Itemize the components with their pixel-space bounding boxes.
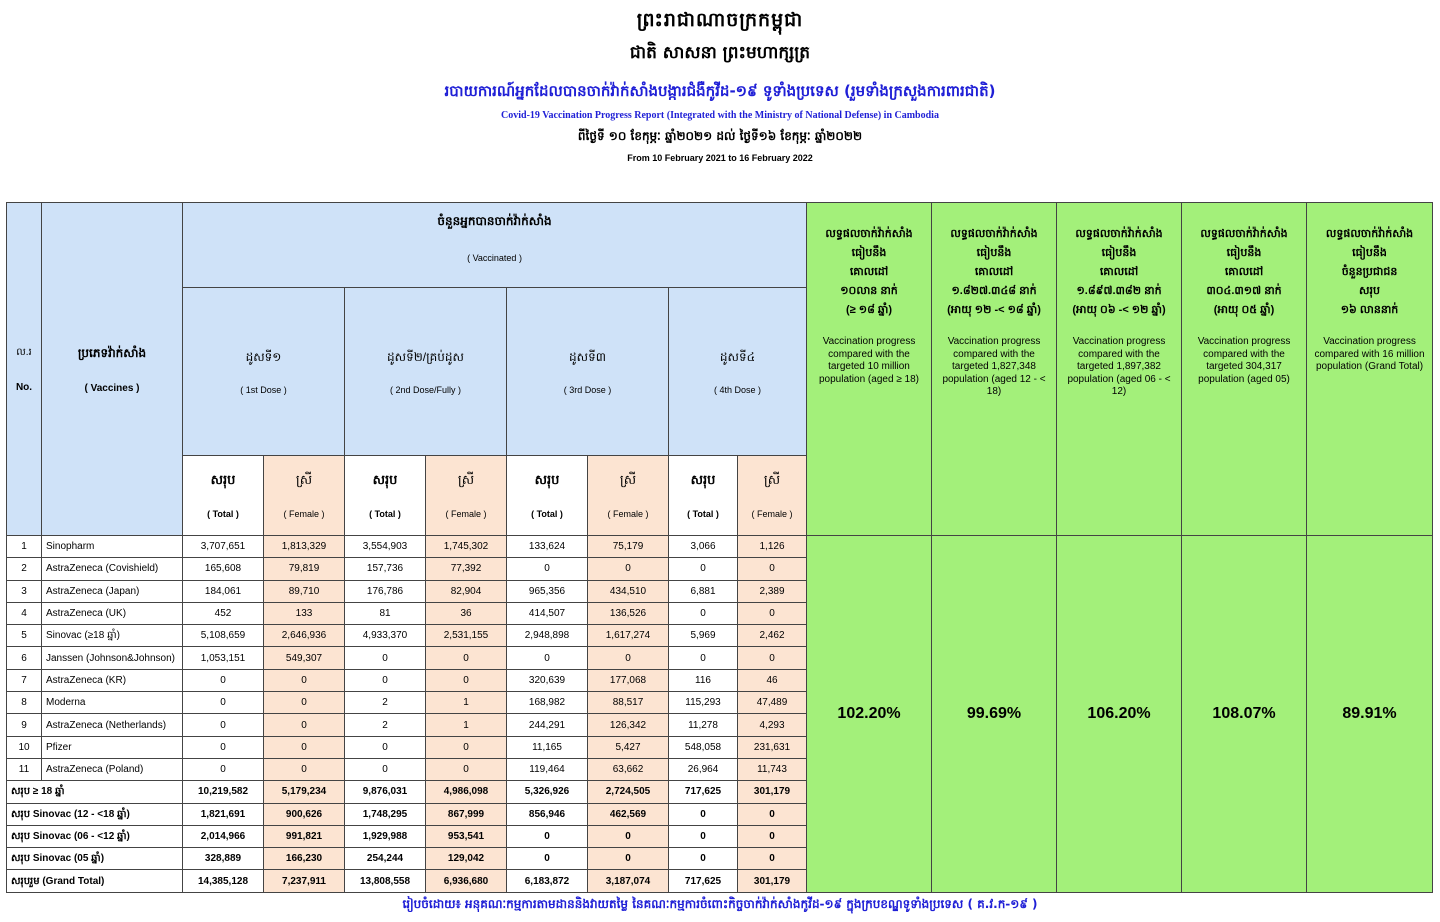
- female-count: 1: [426, 692, 507, 714]
- vaccine-name: Sinovac (≥18 ឆ្នាំ): [42, 625, 183, 647]
- vaccine-name: Pfizer: [42, 736, 183, 758]
- progress-en-4: Vaccination progress compared with 16 million population (Grand Total): [1314, 336, 1425, 372]
- summary-label: សរុប ≥ 18 ឆ្នាំ: [7, 781, 183, 803]
- row-number: 2: [7, 558, 42, 580]
- female-count: 133: [264, 602, 345, 624]
- female-count: 0: [426, 647, 507, 669]
- col-total: សរុប ( Total ): [345, 456, 426, 536]
- total-count: 0: [669, 825, 738, 847]
- vaccine-name: AstraZeneca (Poland): [42, 758, 183, 780]
- female-count: 126,342: [588, 714, 669, 736]
- female-count: 0: [588, 558, 669, 580]
- total-count: 0: [507, 848, 588, 870]
- total-count: 116: [669, 669, 738, 691]
- total-count: 133,624: [507, 536, 588, 558]
- dose-2-english: ( 2nd Dose/Fully ): [389, 384, 462, 395]
- total-count: 26,964: [669, 758, 738, 780]
- row-number: 9: [7, 714, 42, 736]
- female-count: 0: [264, 758, 345, 780]
- progress-header-adults: [807, 203, 932, 536]
- total-count: 11,165: [507, 736, 588, 758]
- total-count: 5,326,926: [507, 781, 588, 803]
- female-count: 47,489: [738, 692, 807, 714]
- total-count: 320,639: [507, 669, 588, 691]
- col-vaccine-khmer: ប្រភេទវ៉ាក់សាំង: [77, 345, 147, 360]
- female-count: 0: [738, 825, 807, 847]
- total-count: 0: [669, 647, 738, 669]
- female-count: 1: [426, 714, 507, 736]
- dose-1-english: ( 1st Dose ): [240, 384, 287, 395]
- female-count: 0: [738, 558, 807, 580]
- progress-km-2-1: ធៀបនឹង: [1101, 247, 1137, 259]
- female-count: 1,126: [738, 536, 807, 558]
- summary-label: សរុប Sinovac (05 ឆ្នាំ): [7, 848, 183, 870]
- female-count: 231,631: [738, 736, 807, 758]
- vaccine-name: AstraZeneca (UK): [42, 602, 183, 624]
- total-count: 0: [507, 647, 588, 669]
- female-count: 0: [738, 848, 807, 870]
- total-count: 244,291: [507, 714, 588, 736]
- progress-en-3: Vaccination progress compared with the targeted 304,317 population (aged 05): [1197, 336, 1291, 385]
- female-count: 2,389: [738, 580, 807, 602]
- total-count: 4,933,370: [345, 625, 426, 647]
- dose-2-header: [345, 288, 507, 456]
- female-count: 2,462: [738, 625, 807, 647]
- female-count: 0: [738, 647, 807, 669]
- female-count: 2,531,155: [426, 625, 507, 647]
- dose-1-khmer: ដូសទី១: [245, 349, 282, 364]
- total-count: 115,293: [669, 692, 738, 714]
- female-count: 0: [264, 736, 345, 758]
- report-title-english: Covid-19 Vaccination Progress Report (Integrated with the Ministry of National Defense) in Cambodia: [501, 110, 939, 121]
- table-body: [7, 536, 1433, 893]
- total-count: 176,786: [345, 580, 426, 602]
- progress-km-0-3: ១០លាន នាក់: [840, 285, 898, 297]
- female-count: 867,999: [426, 803, 507, 825]
- progress-km-2-2: គោលដៅ: [1099, 266, 1139, 278]
- row-number: 8: [7, 692, 42, 714]
- progress-km-4-4: ១៦ លាននាក់: [1340, 304, 1399, 316]
- total-count: 119,464: [507, 758, 588, 780]
- table-row: [7, 536, 1433, 558]
- female-count: 4,986,098: [426, 781, 507, 803]
- progress-km-2-4: (អាយុ ០៦ -< ១២ ឆ្នាំ): [1072, 304, 1166, 316]
- female-count: 900,626: [264, 803, 345, 825]
- vaccine-name: Moderna: [42, 692, 183, 714]
- female-count: 129,042: [426, 848, 507, 870]
- vaccine-name: AstraZeneca (Netherlands): [42, 714, 183, 736]
- progress-km-3-0: លទ្ធផលចាក់វ៉ាក់សាំង: [1200, 228, 1288, 240]
- col-header-no: [7, 203, 42, 536]
- total-count: 0: [183, 714, 264, 736]
- vaccinated-english: ( Vaccinated ): [467, 253, 522, 263]
- total-count: 0: [669, 602, 738, 624]
- progress-km-4-2: ចំនួនប្រជាជន: [1341, 266, 1398, 278]
- dose-1-header: [183, 288, 345, 456]
- female-count: 79,819: [264, 558, 345, 580]
- prepared-by-footer: រៀបចំដោយ៖ អនុគណៈកម្មការតាមដាននិងវាយតម្លៃ នៃគណៈកម្មការចំពោះកិច្ចចាក់វ៉ាក់សាំងកូវីដ-១៩ ក្នុងក្របខណ្ឌទូទាំងប្រទេស ( គ.វ.ក-១៩ ): [402, 897, 1038, 911]
- female-count: 1,813,329: [264, 536, 345, 558]
- progress-km-1-2: គោលដៅ: [974, 266, 1014, 278]
- total-count: 1,929,988: [345, 825, 426, 847]
- total-count: 2: [345, 714, 426, 736]
- female-count: 46: [738, 669, 807, 691]
- vaccination-report-table: [6, 202, 1433, 893]
- report-title-khmer: របាយការណ៍អ្នកដែលបានចាក់វ៉ាក់សាំងបង្ការជំងឺកូវីដ-១៩ ទូទាំងប្រទេស (រួមទាំងក្រសួងការពារជាតិ): [444, 82, 996, 100]
- total-count: 0: [507, 558, 588, 580]
- progress-km-4-0: លទ្ធផលចាក់វ៉ាក់សាំង: [1325, 228, 1414, 240]
- col-header-vaccines: [42, 203, 183, 536]
- dose-2-khmer: ដូសទី២/គ្រប់ដូស: [387, 349, 464, 364]
- progress-km-4-1: ធៀបនឹង: [1352, 247, 1387, 259]
- female-count: 36: [426, 602, 507, 624]
- progress-percentage: 99.69%: [932, 536, 1057, 893]
- female-count: 953,541: [426, 825, 507, 847]
- progress-header-12-18: [932, 203, 1057, 536]
- total-count: 10,219,582: [183, 781, 264, 803]
- female-count: 75,179: [588, 536, 669, 558]
- row-number: 4: [7, 602, 42, 624]
- total-count: 452: [183, 602, 264, 624]
- total-count: 0: [183, 758, 264, 780]
- female-count: 1,745,302: [426, 536, 507, 558]
- total-count: 165,608: [183, 558, 264, 580]
- total-count: 0: [345, 647, 426, 669]
- progress-km-3-4: (អាយុ ០៥ ឆ្នាំ): [1213, 304, 1275, 316]
- total-count: 328,889: [183, 848, 264, 870]
- col-no-english: No.: [15, 382, 33, 393]
- total-count: 414,507: [507, 602, 588, 624]
- col-total: សរុប ( Total ): [669, 456, 738, 536]
- total-count: 5,969: [669, 625, 738, 647]
- col-female: ស្រី ( Female ): [264, 456, 345, 536]
- female-count: 89,710: [264, 580, 345, 602]
- total-count: 0: [669, 803, 738, 825]
- total-count: 548,058: [669, 736, 738, 758]
- total-count: 1,748,295: [345, 803, 426, 825]
- row-number: 1: [7, 536, 42, 558]
- col-vaccine-english: ( Vaccines ): [84, 382, 140, 394]
- date-range-english: From 10 February 2021 to 16 February 2022: [627, 153, 813, 163]
- progress-header-grand-total: [1307, 203, 1433, 536]
- female-count: 4,293: [738, 714, 807, 736]
- vaccine-name: Sinopharm: [42, 536, 183, 558]
- female-count: 3,187,074: [588, 870, 669, 892]
- female-count: 0: [588, 825, 669, 847]
- total-count: 0: [669, 558, 738, 580]
- progress-km-2-0: លទ្ធផលចាក់វ៉ាក់សាំង: [1075, 228, 1163, 240]
- total-count: 2,948,898: [507, 625, 588, 647]
- female-count: 0: [426, 758, 507, 780]
- progress-header-06-12: [1057, 203, 1182, 536]
- female-count: 82,904: [426, 580, 507, 602]
- total-count: 6,183,872: [507, 870, 588, 892]
- female-count: 0: [588, 647, 669, 669]
- female-count: 1,617,274: [588, 625, 669, 647]
- dose-3-english: ( 3rd Dose ): [563, 384, 612, 395]
- progress-percentage: 89.91%: [1307, 536, 1433, 893]
- female-count: 2,724,505: [588, 781, 669, 803]
- total-count: 0: [345, 758, 426, 780]
- dose-3-khmer: ដូសទី៣: [569, 349, 606, 364]
- female-count: 434,510: [588, 580, 669, 602]
- summary-label: សរុបរួម (Grand Total): [7, 870, 183, 892]
- female-count: 301,179: [738, 870, 807, 892]
- total-count: 5,108,659: [183, 625, 264, 647]
- row-number: 6: [7, 647, 42, 669]
- female-count: 177,068: [588, 669, 669, 691]
- female-count: 462,569: [588, 803, 669, 825]
- female-count: 0: [426, 736, 507, 758]
- total-count: 3,707,651: [183, 536, 264, 558]
- female-count: 0: [426, 669, 507, 691]
- vaccine-name: AstraZeneca (Covishield): [42, 558, 183, 580]
- total-count: 11,278: [669, 714, 738, 736]
- female-count: 77,392: [426, 558, 507, 580]
- progress-km-1-3: ១.៨២៧.៣៤៨ នាក់: [951, 285, 1037, 297]
- progress-km-1-4: (អាយុ ១២ -< ១៨ ឆ្នាំ): [947, 304, 1041, 316]
- female-count: 301,179: [738, 781, 807, 803]
- vaccinated-khmer: ចំនួនអ្នកបានចាក់វ៉ាក់សាំង: [437, 214, 552, 228]
- total-count: 13,808,558: [345, 870, 426, 892]
- col-female: ស្រី ( Female ): [588, 456, 669, 536]
- col-female: ស្រី ( Female ): [426, 456, 507, 536]
- progress-km-3-3: ៣០៤.៣១៧ នាក់: [1206, 285, 1282, 297]
- female-count: 0: [588, 848, 669, 870]
- dose-3-header: [507, 288, 669, 456]
- total-count: 0: [345, 736, 426, 758]
- total-count: 2: [345, 692, 426, 714]
- total-count: 965,356: [507, 580, 588, 602]
- progress-km-0-2: គោលដៅ: [849, 266, 889, 278]
- female-count: 0: [738, 602, 807, 624]
- progress-en-2: Vaccination progress compared with the targeted 1,897,382 population (aged 06 - < 12): [1067, 336, 1171, 397]
- female-count: 2,646,936: [264, 625, 345, 647]
- dose-4-khmer: ដូសទី៤: [719, 349, 756, 364]
- female-count: 549,307: [264, 647, 345, 669]
- row-number: 5: [7, 625, 42, 647]
- progress-km-3-1: ធៀបនឹង: [1226, 247, 1262, 259]
- col-no-khmer: ល.រ: [16, 347, 32, 358]
- row-number: 10: [7, 736, 42, 758]
- female-count: 6,936,680: [426, 870, 507, 892]
- col-header-vaccinated: [183, 203, 807, 288]
- progress-km-2-3: ១.៨៩៧.៣៨២ នាក់: [1076, 285, 1162, 297]
- female-count: 5,179,234: [264, 781, 345, 803]
- total-count: 184,061: [183, 580, 264, 602]
- female-count: 11,743: [738, 758, 807, 780]
- progress-en-0: Vaccination progress compared with the targeted 10 million population (aged ≥ 18): [819, 336, 920, 385]
- total-count: 717,625: [669, 781, 738, 803]
- summary-label: សរុប Sinovac (06 - <12 ឆ្នាំ): [7, 825, 183, 847]
- total-count: 1,821,691: [183, 803, 264, 825]
- total-count: 0: [183, 736, 264, 758]
- dose-4-english: ( 4th Dose ): [713, 384, 762, 395]
- progress-en-1: Vaccination progress compared with the targeted 1,827,348 population (aged 12 - < 18): [942, 336, 1046, 397]
- female-count: 5,427: [588, 736, 669, 758]
- col-female: ស្រី ( Female ): [738, 456, 807, 536]
- progress-percentage: 106.20%: [1057, 536, 1182, 893]
- female-count: 88,517: [588, 692, 669, 714]
- progress-km-1-1: ធៀបនឹង: [976, 247, 1012, 259]
- female-count: 0: [738, 803, 807, 825]
- summary-label: សរុប Sinovac (12 - <18 ឆ្នាំ): [7, 803, 183, 825]
- total-count: 6,881: [669, 580, 738, 602]
- progress-km-3-2: គោលដៅ: [1224, 266, 1264, 278]
- total-count: 0: [183, 669, 264, 691]
- col-total: សរុប ( Total ): [507, 456, 588, 536]
- total-count: 14,385,128: [183, 870, 264, 892]
- total-count: 3,066: [669, 536, 738, 558]
- progress-km-0-4: (≥ ១៨ ឆ្នាំ): [845, 304, 893, 316]
- total-count: 254,244: [345, 848, 426, 870]
- total-count: 81: [345, 602, 426, 624]
- female-count: 991,821: [264, 825, 345, 847]
- female-count: 0: [264, 714, 345, 736]
- total-count: 0: [507, 825, 588, 847]
- vaccine-name: AstraZeneca (KR): [42, 669, 183, 691]
- progress-km-0-0: លទ្ធផលចាក់វ៉ាក់សាំង: [825, 228, 913, 240]
- total-count: 3,554,903: [345, 536, 426, 558]
- total-count: 157,736: [345, 558, 426, 580]
- dose-4-header: [669, 288, 807, 456]
- progress-km-4-3: សរុប: [1359, 285, 1380, 297]
- total-count: 1,053,151: [183, 647, 264, 669]
- total-count: 168,982: [507, 692, 588, 714]
- progress-header-05: [1182, 203, 1307, 536]
- total-count: 717,625: [669, 870, 738, 892]
- total-count: 0: [669, 848, 738, 870]
- progress-percentage: 108.07%: [1182, 536, 1307, 893]
- date-range-khmer: ពីថ្ងៃទី ១០ ខែកុម្ភៈ ឆ្នាំ២០២១ ដល់ ថ្ងៃទី១៦ ខែកុម្ភៈ ឆ្នាំ២០២២: [577, 129, 863, 143]
- col-total: សរុប ( Total ): [183, 456, 264, 536]
- row-number: 3: [7, 580, 42, 602]
- kingdom-title: ព្រះរាជាណាចក្រកម្ពុជា: [636, 9, 804, 31]
- total-count: 856,946: [507, 803, 588, 825]
- female-count: 136,526: [588, 602, 669, 624]
- progress-km-0-1: ធៀបនឹង: [851, 247, 887, 259]
- vaccine-name: Janssen (Johnson&Johnson): [42, 647, 183, 669]
- female-count: 166,230: [264, 848, 345, 870]
- female-count: 63,662: [588, 758, 669, 780]
- progress-percentage: 102.20%: [807, 536, 932, 893]
- total-count: 9,876,031: [345, 781, 426, 803]
- national-motto: ជាតិ សាសនា ព្រះមហាក្សត្រ: [629, 43, 811, 63]
- female-count: 0: [264, 669, 345, 691]
- female-count: 0: [264, 692, 345, 714]
- total-count: 2,014,966: [183, 825, 264, 847]
- row-number: 11: [7, 758, 42, 780]
- row-number: 7: [7, 669, 42, 691]
- vaccine-name: AstraZeneca (Japan): [42, 580, 183, 602]
- total-count: 0: [183, 692, 264, 714]
- female-count: 7,237,911: [264, 870, 345, 892]
- progress-km-1-0: លទ្ធផលចាក់វ៉ាក់សាំង: [950, 228, 1038, 240]
- total-count: 0: [345, 669, 426, 691]
